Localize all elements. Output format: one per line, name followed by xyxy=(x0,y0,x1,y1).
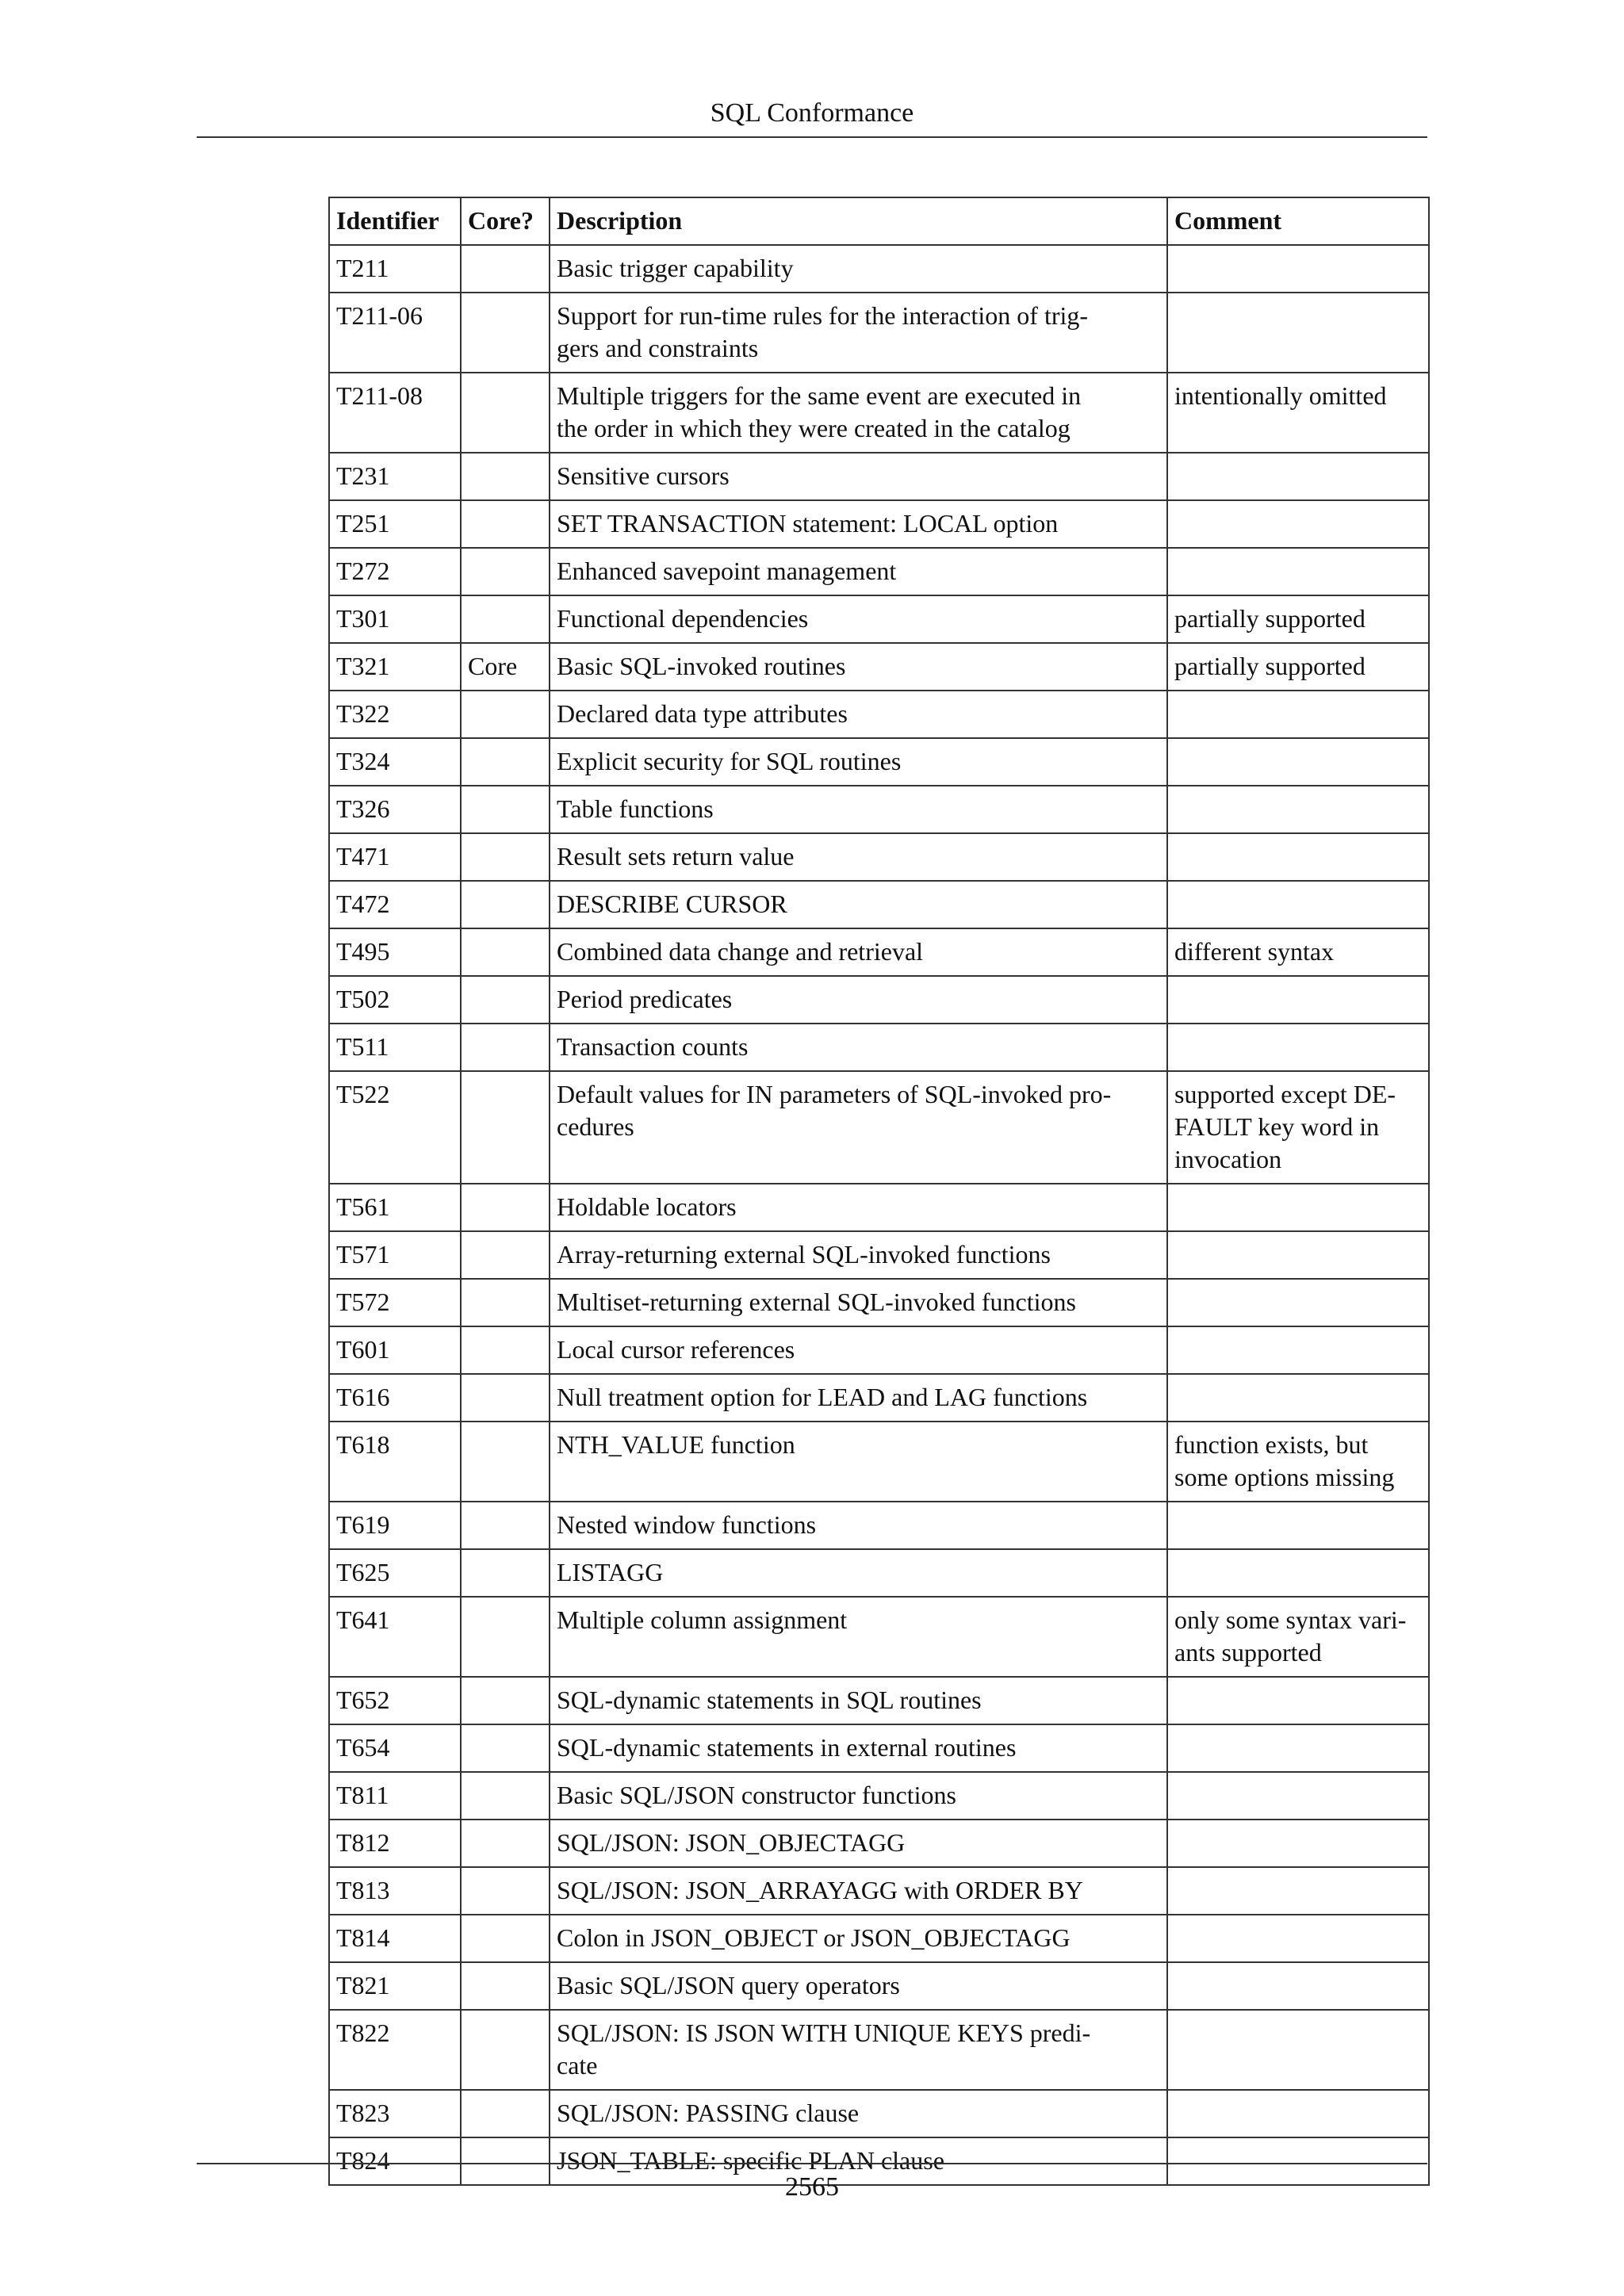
cell-description: Enhanced savepoint management xyxy=(550,548,1167,595)
cell-description: Basic trigger capability xyxy=(550,245,1167,293)
table-row xyxy=(329,1071,1429,1184)
column-header-identifier: Identifier xyxy=(329,197,461,245)
table-header-row xyxy=(329,197,1429,245)
cell-core xyxy=(461,691,550,738)
table-row xyxy=(329,1867,1429,1915)
cell-identifier: T561 xyxy=(329,1184,461,1231)
footer-rule xyxy=(197,2163,1427,2164)
cell-core xyxy=(461,595,550,643)
cell-description: SQL/JSON: JSON_ARRAYAGG with ORDER BY xyxy=(550,1867,1167,1915)
cell-identifier: T324 xyxy=(329,738,461,786)
cell-identifier: T618 xyxy=(329,1422,461,1502)
cell-comment xyxy=(1167,1326,1429,1374)
table-row xyxy=(329,453,1429,500)
cell-description: Array-returning external SQL-invoked functions xyxy=(550,1231,1167,1279)
cell-description: SQL/JSON: JSON_OBJECTAGG xyxy=(550,1820,1167,1867)
cell-comment xyxy=(1167,245,1429,293)
cell-core xyxy=(461,1820,550,1867)
table-row xyxy=(329,1279,1429,1326)
cell-comment xyxy=(1167,691,1429,738)
cell-description: Multiset-returning external SQL-invoked functions xyxy=(550,1279,1167,1326)
cell-identifier: T502 xyxy=(329,976,461,1024)
table-row xyxy=(329,293,1429,373)
cell-comment: partially supported xyxy=(1167,643,1429,691)
cell-core xyxy=(461,1326,550,1374)
cell-comment xyxy=(1167,1915,1429,1962)
cell-core xyxy=(461,1962,550,2010)
cell-comment xyxy=(1167,1024,1429,1071)
table-row xyxy=(329,643,1429,691)
cell-comment: partially supported xyxy=(1167,595,1429,643)
table-row xyxy=(329,1677,1429,1724)
cell-comment xyxy=(1167,1962,1429,2010)
cell-identifier: T511 xyxy=(329,1024,461,1071)
table-row xyxy=(329,1024,1429,1071)
cell-identifier: T231 xyxy=(329,453,461,500)
cell-description: Basic SQL-invoked routines xyxy=(550,643,1167,691)
cell-comment xyxy=(1167,1184,1429,1231)
cell-identifier: T326 xyxy=(329,786,461,833)
cell-core xyxy=(461,786,550,833)
page-number: 2565 xyxy=(785,2172,839,2202)
cell-description: DESCRIBE CURSOR xyxy=(550,881,1167,928)
cell-identifier: T812 xyxy=(329,1820,461,1867)
cell-identifier: T823 xyxy=(329,2090,461,2137)
cell-core: Core xyxy=(461,643,550,691)
cell-description: SQL-dynamic statements in external routines xyxy=(550,1724,1167,1772)
cell-identifier: T821 xyxy=(329,1962,461,2010)
cell-core xyxy=(461,1772,550,1820)
cell-identifier: T824 xyxy=(329,2137,461,2185)
cell-comment xyxy=(1167,1724,1429,1772)
table-row xyxy=(329,1184,1429,1231)
table-row xyxy=(329,245,1429,293)
cell-description: SQL-dynamic statements in SQL routines xyxy=(550,1677,1167,1724)
cell-core xyxy=(461,500,550,548)
cell-description: Null treatment option for LEAD and LAG functions xyxy=(550,1374,1167,1422)
table-row xyxy=(329,786,1429,833)
cell-comment xyxy=(1167,1231,1429,1279)
cell-identifier: T571 xyxy=(329,1231,461,1279)
column-header-description: Description xyxy=(550,197,1167,245)
cell-comment: function exists, but some options missing xyxy=(1167,1422,1429,1502)
cell-identifier: T471 xyxy=(329,833,461,881)
cell-description: Multiple column assignment xyxy=(550,1597,1167,1677)
cell-description: Table functions xyxy=(550,786,1167,833)
cell-identifier: T211-06 xyxy=(329,293,461,373)
table-body xyxy=(329,245,1429,2185)
cell-core xyxy=(461,548,550,595)
table-row xyxy=(329,1502,1429,1549)
cell-comment xyxy=(1167,453,1429,500)
cell-core xyxy=(461,2090,550,2137)
cell-identifier: T272 xyxy=(329,548,461,595)
table-row xyxy=(329,595,1429,643)
cell-comment xyxy=(1167,738,1429,786)
header-rule xyxy=(197,136,1427,138)
cell-comment xyxy=(1167,881,1429,928)
cell-identifier: T211-08 xyxy=(329,373,461,453)
column-header-comment: Comment xyxy=(1167,197,1429,245)
table-row xyxy=(329,373,1429,453)
cell-comment xyxy=(1167,1772,1429,1820)
cell-description: Basic SQL/JSON constructor functions xyxy=(550,1772,1167,1820)
cell-core xyxy=(461,373,550,453)
table-row xyxy=(329,1549,1429,1597)
cell-comment xyxy=(1167,1502,1429,1549)
table-row xyxy=(329,500,1429,548)
table-row xyxy=(329,1597,1429,1677)
cell-description: Explicit security for SQL routines xyxy=(550,738,1167,786)
cell-comment xyxy=(1167,1549,1429,1597)
cell-core xyxy=(461,1422,550,1502)
cell-comment xyxy=(1167,1279,1429,1326)
cell-description: JSON_TABLE: specific PLAN clause xyxy=(550,2137,1167,2185)
cell-core xyxy=(461,2010,550,2090)
cell-comment xyxy=(1167,2010,1429,2090)
cell-description: Transaction counts xyxy=(550,1024,1167,1071)
cell-core xyxy=(461,1549,550,1597)
cell-core xyxy=(461,881,550,928)
table-row xyxy=(329,833,1429,881)
cell-core xyxy=(461,1231,550,1279)
cell-identifier: T619 xyxy=(329,1502,461,1549)
table-head xyxy=(329,197,1429,245)
cell-core xyxy=(461,738,550,786)
table-row xyxy=(329,1772,1429,1820)
cell-core xyxy=(461,453,550,500)
cell-description: Multiple triggers for the same event are executed in the order in which they were created in the catalog xyxy=(550,373,1167,453)
cell-core xyxy=(461,1724,550,1772)
cell-core xyxy=(461,928,550,976)
cell-comment xyxy=(1167,833,1429,881)
cell-description: Support for run-time rules for the interaction of trig- gers and constraints xyxy=(550,293,1167,373)
cell-comment xyxy=(1167,1820,1429,1867)
cell-identifier: T814 xyxy=(329,1915,461,1962)
cell-core xyxy=(461,1677,550,1724)
cell-comment: supported except DE- FAULT key word in invocation xyxy=(1167,1071,1429,1184)
cell-description: Nested window functions xyxy=(550,1502,1167,1549)
cell-identifier: T321 xyxy=(329,643,461,691)
cell-description: Functional dependencies xyxy=(550,595,1167,643)
cell-core xyxy=(461,833,550,881)
cell-identifier: T641 xyxy=(329,1597,461,1677)
cell-identifier: T522 xyxy=(329,1071,461,1184)
cell-description: NTH_VALUE function xyxy=(550,1422,1167,1502)
cell-core xyxy=(461,1374,550,1422)
cell-description: LISTAGG xyxy=(550,1549,1167,1597)
cell-identifier: T251 xyxy=(329,500,461,548)
cell-description: Local cursor references xyxy=(550,1326,1167,1374)
table-row xyxy=(329,2010,1429,2090)
cell-core xyxy=(461,1597,550,1677)
cell-comment xyxy=(1167,976,1429,1024)
cell-identifier: T625 xyxy=(329,1549,461,1597)
table-row xyxy=(329,928,1429,976)
cell-core xyxy=(461,1915,550,1962)
cell-comment xyxy=(1167,1677,1429,1724)
table-row xyxy=(329,1915,1429,1962)
table-row xyxy=(329,1962,1429,2010)
cell-identifier: T495 xyxy=(329,928,461,976)
table-row xyxy=(329,738,1429,786)
table-row xyxy=(329,1374,1429,1422)
cell-comment xyxy=(1167,293,1429,373)
cell-identifier: T211 xyxy=(329,245,461,293)
cell-core xyxy=(461,1867,550,1915)
cell-core xyxy=(461,293,550,373)
cell-identifier: T601 xyxy=(329,1326,461,1374)
cell-identifier: T472 xyxy=(329,881,461,928)
cell-description: Result sets return value xyxy=(550,833,1167,881)
table-row xyxy=(329,1326,1429,1374)
cell-core xyxy=(461,1184,550,1231)
cell-description: SET TRANSACTION statement: LOCAL option xyxy=(550,500,1167,548)
cell-identifier: T654 xyxy=(329,1724,461,1772)
cell-description: Colon in JSON_OBJECT or JSON_OBJECTAGG xyxy=(550,1915,1167,1962)
cell-identifier: T322 xyxy=(329,691,461,738)
running-header: SQL Conformance xyxy=(710,98,914,128)
table-row xyxy=(329,1820,1429,1867)
cell-comment xyxy=(1167,1867,1429,1915)
table-row xyxy=(329,691,1429,738)
table-row xyxy=(329,881,1429,928)
cell-description: Combined data change and retrieval xyxy=(550,928,1167,976)
cell-description: SQL/JSON: PASSING clause xyxy=(550,2090,1167,2137)
table-row xyxy=(329,2090,1429,2137)
cell-identifier: T616 xyxy=(329,1374,461,1422)
cell-description: Declared data type attributes xyxy=(550,691,1167,738)
table-row xyxy=(329,1724,1429,1772)
cell-identifier: T811 xyxy=(329,1772,461,1820)
cell-identifier: T652 xyxy=(329,1677,461,1724)
cell-description: Sensitive cursors xyxy=(550,453,1167,500)
cell-identifier: T572 xyxy=(329,1279,461,1326)
table-row xyxy=(329,548,1429,595)
cell-comment: only some syntax vari- ants supported xyxy=(1167,1597,1429,1677)
cell-comment xyxy=(1167,1374,1429,1422)
cell-core xyxy=(461,1279,550,1326)
conformance-table xyxy=(328,197,1430,2186)
table-row xyxy=(329,1231,1429,1279)
table-row xyxy=(329,976,1429,1024)
cell-core xyxy=(461,245,550,293)
cell-core xyxy=(461,1502,550,1549)
cell-description: Holdable locators xyxy=(550,1184,1167,1231)
cell-identifier: T301 xyxy=(329,595,461,643)
cell-core xyxy=(461,976,550,1024)
cell-comment xyxy=(1167,548,1429,595)
cell-description: Default values for IN parameters of SQL-invoked pro- cedures xyxy=(550,1071,1167,1184)
cell-comment xyxy=(1167,2090,1429,2137)
cell-comment: intentionally omitted xyxy=(1167,373,1429,453)
cell-identifier: T813 xyxy=(329,1867,461,1915)
table-row xyxy=(329,1422,1429,1502)
cell-identifier: T822 xyxy=(329,2010,461,2090)
cell-core xyxy=(461,1071,550,1184)
column-header-core: Core? xyxy=(461,197,550,245)
cell-description: Basic SQL/JSON query operators xyxy=(550,1962,1167,2010)
cell-comment xyxy=(1167,500,1429,548)
cell-comment xyxy=(1167,786,1429,833)
conformance-table-container xyxy=(328,197,1428,2186)
cell-comment: different syntax xyxy=(1167,928,1429,976)
cell-core xyxy=(461,1024,550,1071)
cell-description: SQL/JSON: IS JSON WITH UNIQUE KEYS predi- cate xyxy=(550,2010,1167,2090)
cell-description: Period predicates xyxy=(550,976,1167,1024)
